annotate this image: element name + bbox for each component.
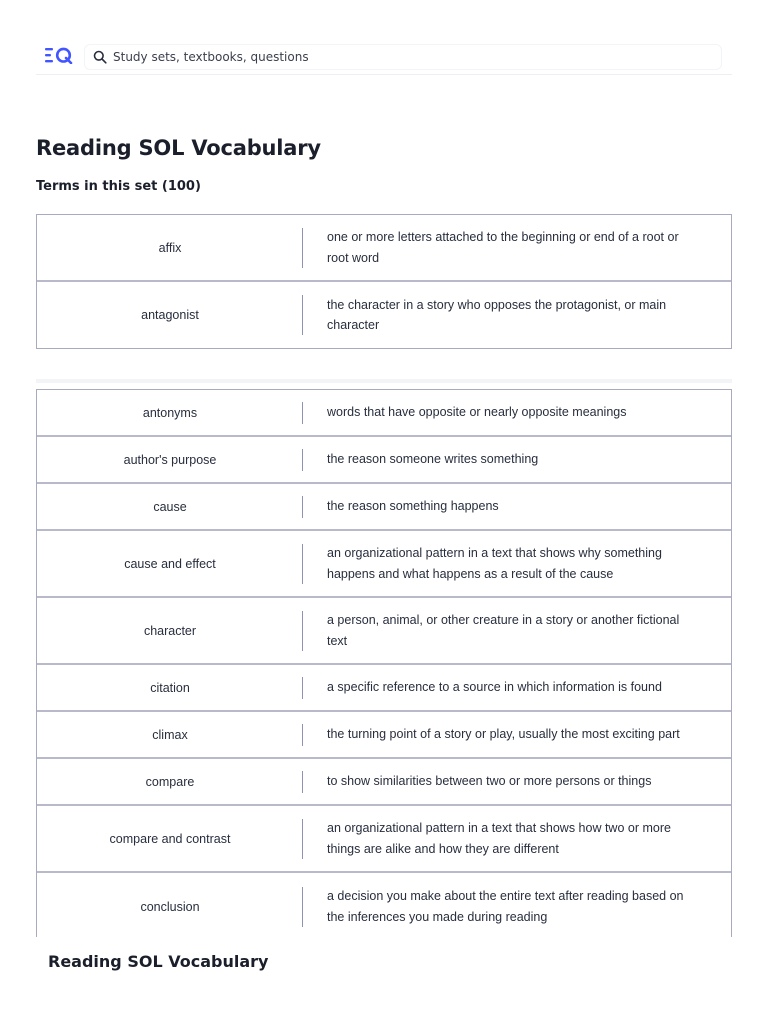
row-divider [302, 402, 303, 424]
terms-count-heading: Terms in this set (100) [36, 179, 201, 194]
row-divider [302, 228, 303, 268]
definition-text: to show similarities between two or more persons or things [327, 774, 652, 789]
row-divider [302, 496, 303, 518]
row-divider [302, 724, 303, 746]
term-text: citation [150, 680, 190, 695]
top-bar [36, 40, 732, 75]
footer-set-title: Reading SOL Vocabulary [48, 952, 269, 971]
definition-text: the reason someone writes something [327, 452, 539, 467]
row-divider [302, 677, 303, 699]
definition-text: words that have opposite or nearly opposite meanings [327, 405, 627, 420]
term-row[interactable] [37, 282, 731, 348]
row-divider [302, 544, 303, 584]
row-divider [302, 611, 303, 651]
definition-text: a person, animal, or other creature in a story or another fictional text [327, 613, 680, 648]
term-text: cause [153, 499, 187, 514]
term-text: conclusion [140, 899, 200, 914]
definition-text: one or more letters attached to the beginning or end of a root or root word [327, 230, 679, 265]
section-separator [36, 379, 732, 383]
term-text: cause and effect [124, 556, 216, 571]
row-divider [302, 887, 303, 927]
search-input[interactable] [113, 46, 673, 68]
term-row[interactable] [37, 531, 731, 598]
definition-text: the character in a story who opposes the protagonist, or main character [327, 297, 667, 332]
term-text: compare [145, 774, 195, 789]
term-row[interactable] [37, 484, 731, 531]
page-title: Reading SOL Vocabulary [36, 136, 321, 160]
term-row[interactable] [37, 806, 731, 873]
term-row[interactable] [37, 390, 731, 437]
term-row[interactable] [37, 598, 731, 665]
definition-text: an organizational pattern in a text that shows how two or more things are alike and how they are different [327, 821, 671, 856]
term-text: antonyms [142, 405, 198, 420]
definition-text: an organizational pattern in a text that shows why something happens and what happens as a result of the cause [327, 546, 662, 581]
term-list-first [36, 214, 732, 349]
term-text: affix [158, 240, 182, 255]
term-row[interactable] [37, 873, 731, 937]
row-divider [302, 819, 303, 859]
definition-text: a specific reference to a source in which information is found [327, 680, 662, 695]
quizlet-logo-icon[interactable] [44, 46, 74, 64]
definition-text: a decision you make about the entire text after reading based on the inferences you made during reading [327, 889, 684, 924]
row-divider [302, 449, 303, 471]
term-row[interactable] [37, 665, 731, 712]
term-row[interactable] [37, 215, 731, 282]
term-list-second [36, 389, 732, 937]
term-row[interactable] [37, 759, 731, 806]
term-text: climax [152, 727, 188, 742]
search-box[interactable] [84, 44, 722, 70]
row-divider [302, 771, 303, 793]
term-text: compare and contrast [109, 831, 231, 846]
term-text: author's purpose [123, 452, 217, 467]
definition-text: the turning point of a story or play, usually the most exciting part [327, 727, 680, 742]
row-divider [302, 295, 303, 335]
search-icon [93, 50, 107, 64]
term-row[interactable] [37, 437, 731, 484]
term-row[interactable] [37, 712, 731, 759]
definition-text: the reason something happens [327, 499, 499, 514]
term-text: character [143, 623, 197, 638]
term-text: antagonist [141, 308, 199, 322]
